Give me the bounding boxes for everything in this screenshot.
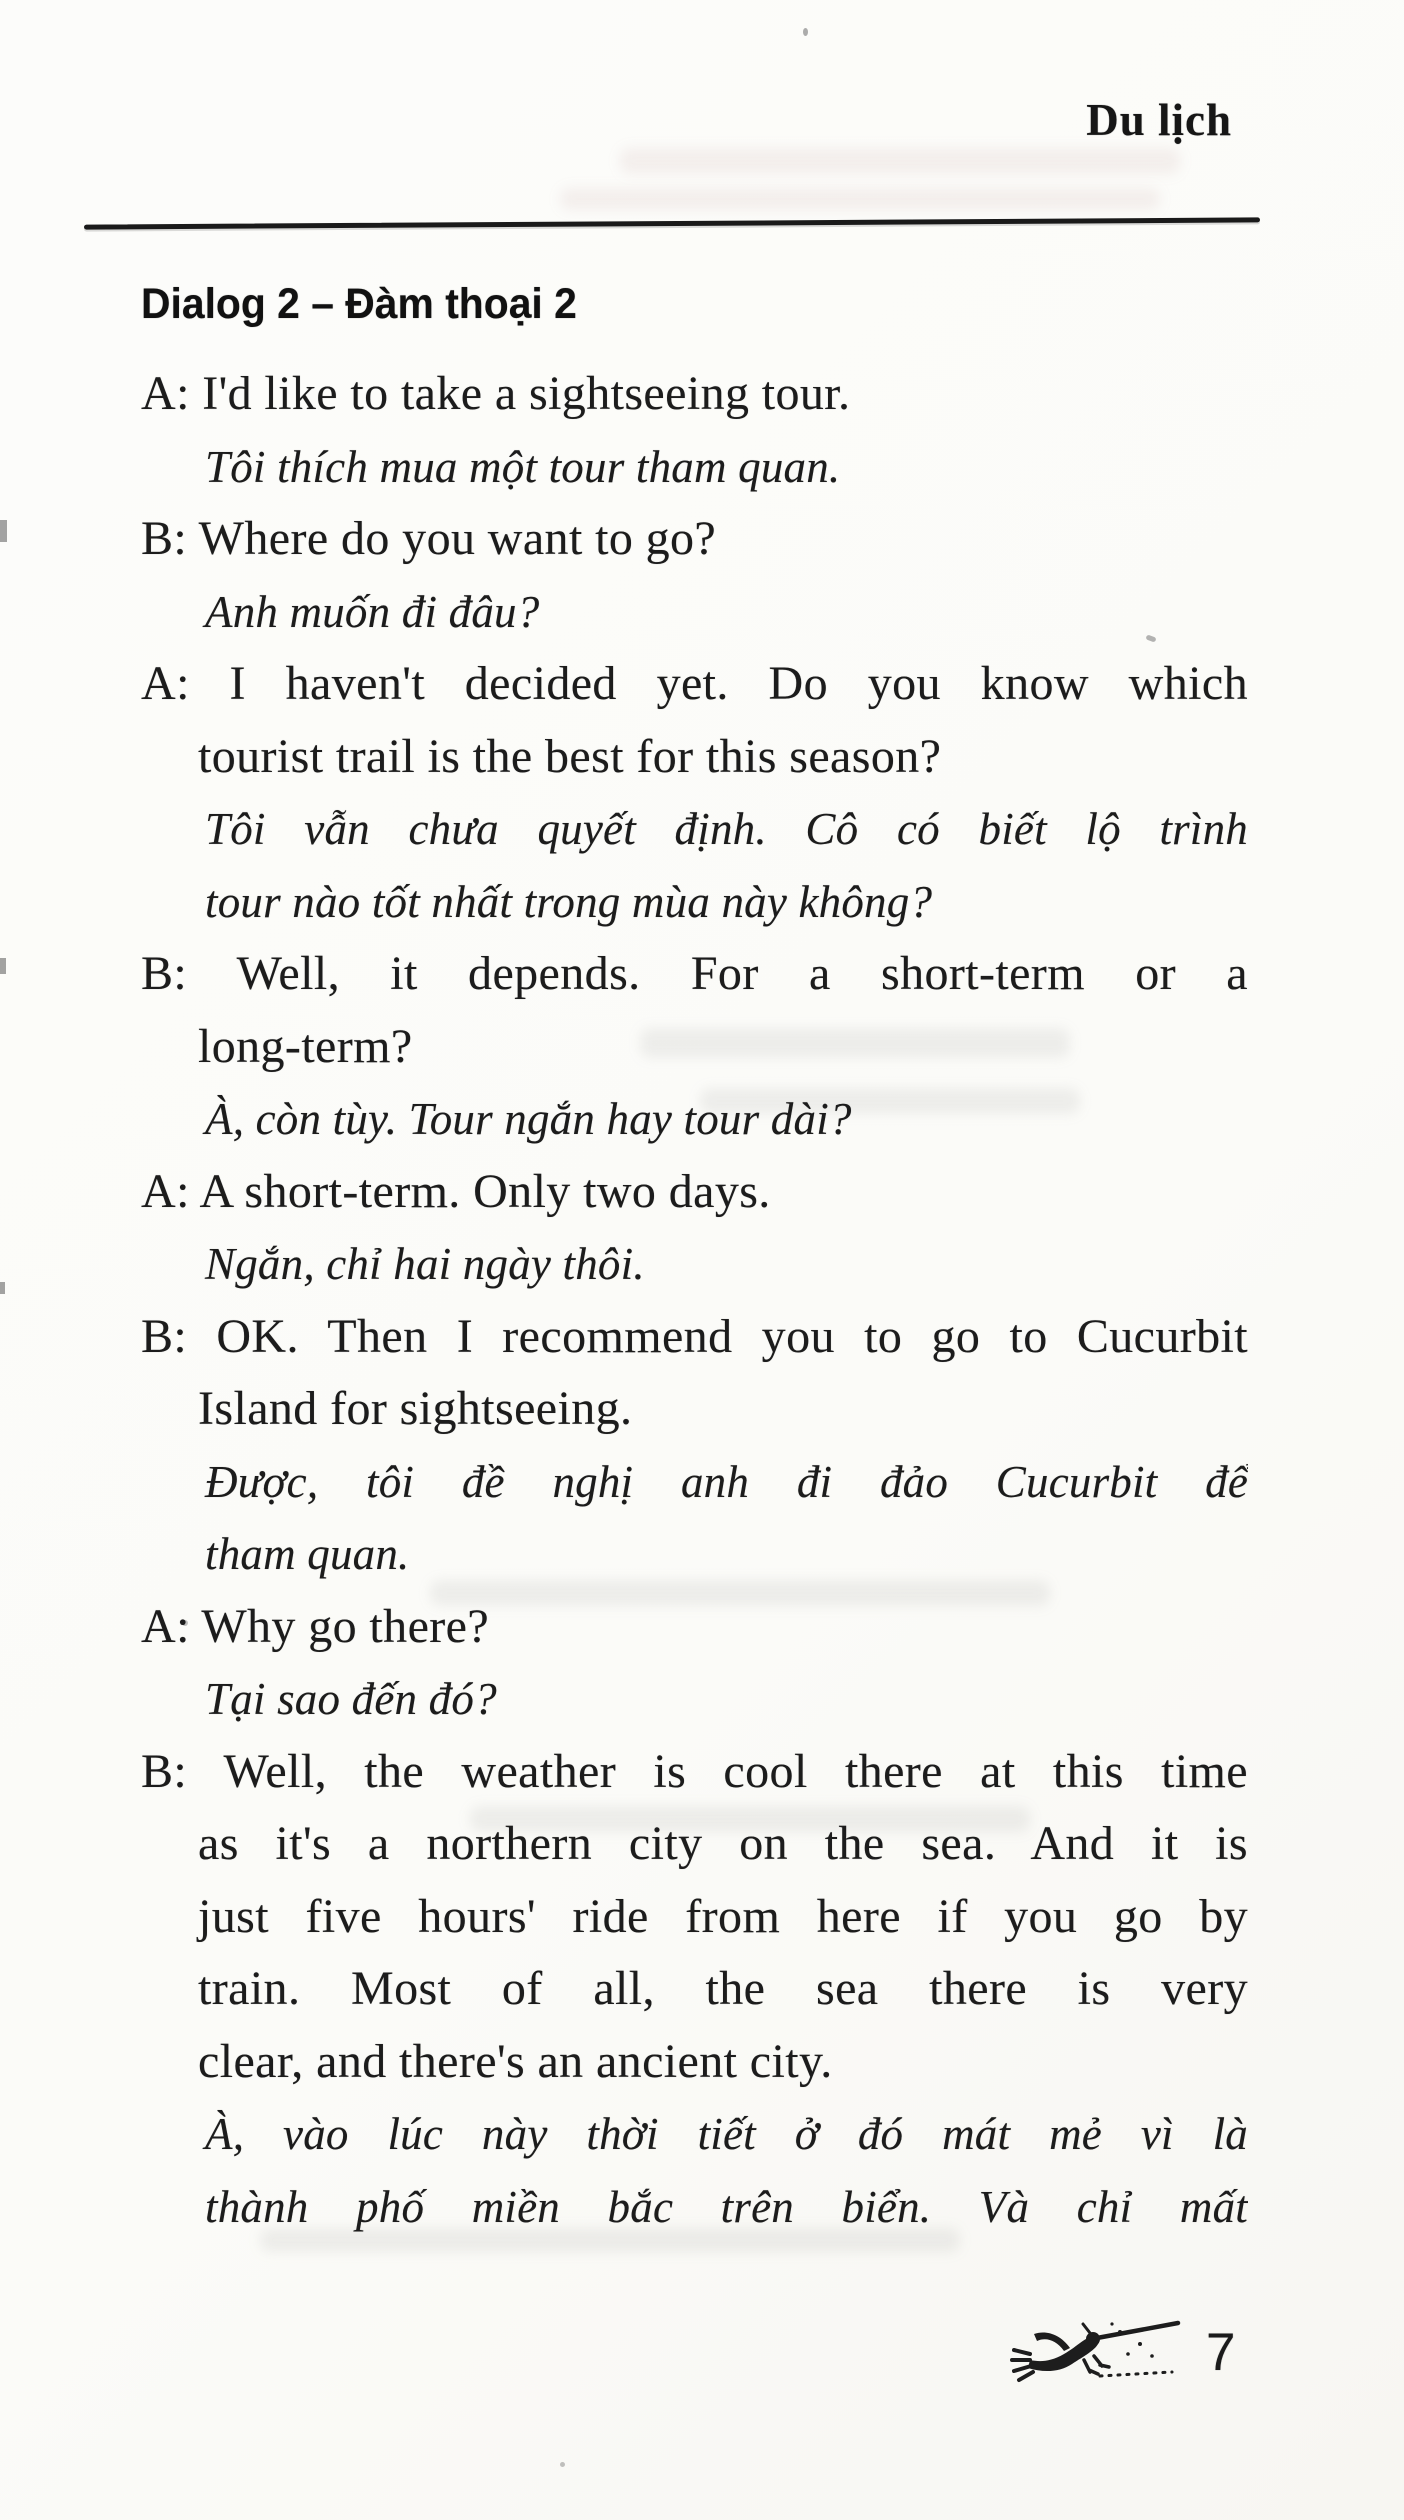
dialog-line: thành phố miền bắc trên biển. Và chỉ mất	[205, 2181, 1248, 2232]
dialog-line: as it's a northern city on the sea. And it is	[198, 1817, 1248, 1870]
dialog-heading: Dialog 2 – Đàm thoại 2	[141, 280, 577, 328]
dialog-line: B: Well, it depends. For a short-term or a	[141, 947, 1248, 1000]
ink-speck	[803, 28, 808, 36]
scan-edge-mark	[0, 1282, 5, 1294]
dialog-line: train. Most of all, the sea there is very	[198, 1962, 1248, 2015]
dialog-lines	[141, 358, 1248, 2243]
dialog-line: Tôi thích mua một tour tham quan.	[205, 441, 841, 492]
page-number: 7	[1206, 2323, 1236, 2382]
dialog-line: B: Where do you want to go?	[141, 512, 717, 565]
ink-speck	[560, 2462, 565, 2467]
page-content	[141, 278, 1248, 2243]
header-rule	[84, 217, 1260, 229]
dialog-line: Tôi vẫn chưa quyết định. Cô có biết lộ trình	[205, 804, 1248, 854]
dialog-line: tour nào tốt nhất trong mùa này không?	[205, 876, 933, 927]
dialog-line: clear, and there's an ancient city.	[198, 2034, 833, 2088]
dialog-line: B: OK. Then I recommend you to go to Cucurbit	[141, 1309, 1248, 1363]
dialog-line: A: A short-term. Only two days.	[141, 1164, 771, 1218]
dialog-line: À, vào lúc này thời tiết ở đó mát mẻ vì là	[205, 2109, 1248, 2159]
bleed-through-smudge	[620, 148, 1180, 174]
dialog-line: À, còn tùy. Tour ngắn hay tour dài?	[205, 1094, 852, 1144]
dialog-line: Anh muốn đi đâu?	[205, 586, 540, 637]
dialog-line: A: I'd like to take a sightseeing tour.	[141, 367, 851, 420]
dialog-line: B: Well, the weather is cool there at this time	[141, 1744, 1248, 1798]
dialog-line: Tại sao đến đó?	[205, 1674, 497, 1724]
dialog-line: tourist trail is the best for this season?	[198, 729, 942, 783]
bleed-through-smudge	[560, 188, 1160, 210]
dialog-line: Ngắn, chỉ hai ngày thôi.	[205, 1239, 645, 1289]
bird-ornament-icon	[1000, 2310, 1185, 2395]
running-header: Du lịch	[1086, 95, 1232, 145]
dialog-line: long-term?	[198, 1019, 413, 1073]
dialog-line: Island for sightseeing.	[198, 1382, 633, 1435]
dialog-line: A: Why go there?	[141, 1599, 490, 1653]
dialog-line: A: I haven't decided yet. Do you know which	[141, 657, 1248, 710]
scan-edge-mark	[0, 958, 6, 974]
scan-edge-mark	[0, 520, 7, 542]
dialog-line: tham quan.	[205, 1529, 410, 1579]
dialog-line: Được, tôi đề nghị anh đi đảo Cucurbit để	[205, 1456, 1248, 1507]
dialog-line: just five hours' ride from here if you go by	[198, 1889, 1248, 1943]
